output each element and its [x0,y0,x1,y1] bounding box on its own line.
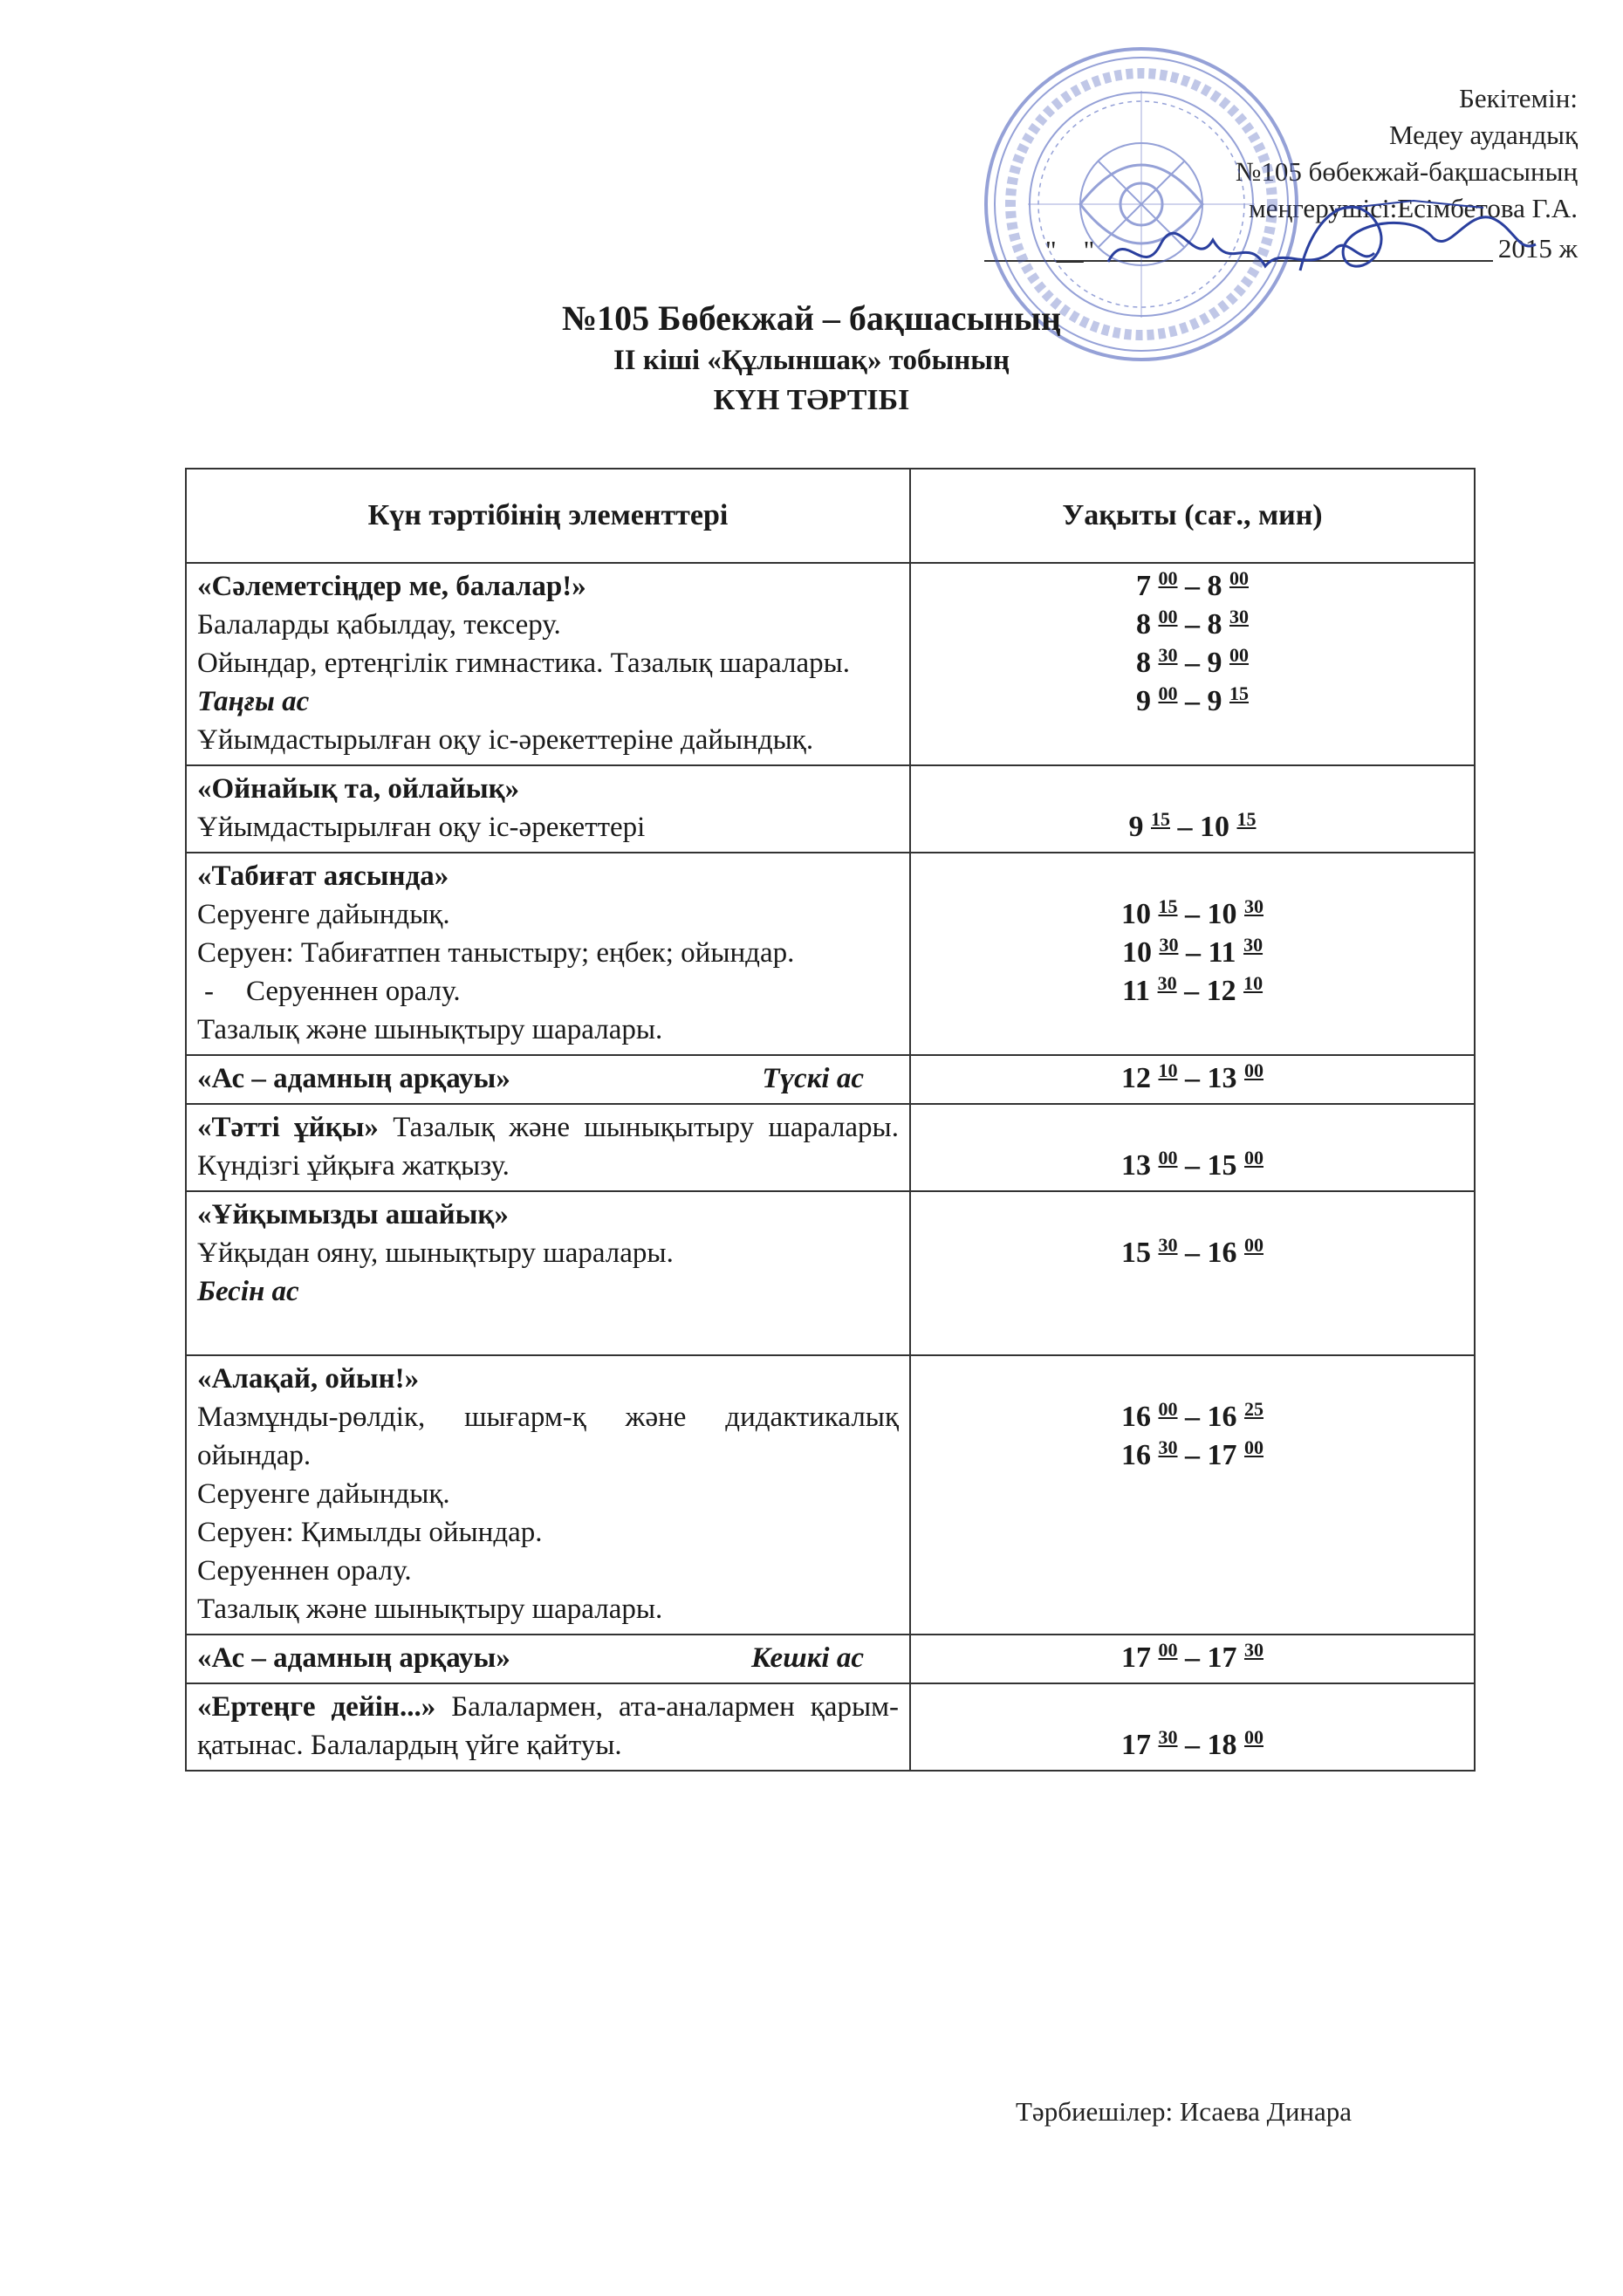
column-header-elements: Күн тәртібінің элементтері [186,469,910,563]
activity-cell [186,1635,910,1683]
column-header-time: Уақыты (сағ., мин) [910,469,1475,563]
activity-cell [186,1191,910,1355]
footer-educators: Тәрбиешілер: Исаева Динара [1016,2096,1352,2127]
activity-text: Ұйқыдан ояну, шынықтыру шаралары. [197,1237,674,1269]
time-end-min: 15 [1229,682,1249,704]
activity-cell [186,1683,910,1771]
activity-line [197,721,899,759]
time-start-min: 30 [1158,1436,1178,1458]
activity-title-line [197,1059,899,1098]
signature-icon [1283,175,1544,297]
time-end-hour: 15 [1207,1149,1237,1182]
time-end-min: 30 [1229,606,1249,627]
time-start-min: 30 [1158,1234,1178,1256]
time-end-hour: 13 [1207,1062,1237,1094]
time-end-hour: 10 [1207,898,1237,930]
time-start-min: 15 [1151,808,1170,830]
activity-title-line [197,770,899,808]
time-start-hour: 12 [1121,1062,1151,1094]
meal-label: Түскі ас [762,1063,864,1094]
activity-line [197,1590,899,1628]
activity-line [197,934,899,972]
activity-line [197,682,899,721]
time-start-hour: 16 [1121,1439,1151,1471]
time-range: 8 $^{00}$ – 8 $^{30}$ [1136,606,1249,641]
time-spacer [918,1360,1467,1398]
activity-title: «Ұйқымызды ашайық» [197,1199,509,1230]
time-end-min: 00 [1244,1059,1263,1081]
table-row [186,1635,1475,1683]
time-spacer [918,1196,1467,1234]
table-row [186,563,1475,765]
time-range: 17 $^{00}$ – 17 $^{30}$ [1121,1639,1263,1674]
approval-year: 2015 ж [1493,230,1578,267]
group-title: ІІ кіші «Құлыншақ» тобының [613,345,1010,376]
time-start-hour: 13 [1121,1149,1151,1182]
activity-line [197,644,899,682]
activity-text: Серуеннен оралу. [197,1555,412,1587]
time-end-hour: 9 [1207,647,1222,679]
time-range: 17 $^{30}$ – 18 $^{00}$ [1121,1726,1263,1761]
time-start-min: 00 [1158,606,1178,627]
activity-line [197,1475,899,1513]
activity-cell [186,1055,910,1104]
activity-cell [186,765,910,853]
time-start-min: 15 [1158,895,1178,917]
time-end-min: 00 [1244,1234,1263,1256]
time-end-min: 00 [1244,1726,1263,1748]
table-row [186,1683,1475,1771]
activity-title: «Ас – адамның арқауы» [197,1642,510,1674]
list-dash: - [204,976,214,1007]
activity-cell [186,1355,910,1635]
table-row [186,1104,1475,1191]
time-spacer [918,770,1467,808]
activity-line [197,895,899,934]
time-cell [910,765,1475,853]
activity-text: Таңғы ас [197,686,310,717]
activity-title: «Алақай, ойын!» [197,1363,420,1395]
title-block [0,297,1623,421]
time-start-hour: 16 [1121,1401,1151,1433]
approval-line-2: Медеу аудандық [1388,120,1578,150]
table-row [186,1055,1475,1104]
activity-line [197,1311,899,1349]
time-end-min: 15 [1236,808,1257,830]
meal-label: Кешкі ас [751,1642,864,1674]
activity-line [197,972,899,1011]
time-start-hour: 9 [1128,811,1144,843]
time-end-hour: 9 [1207,685,1222,717]
time-cell [910,853,1475,1055]
activity-text: Серуенге дайындық. [197,1478,450,1510]
activity-title: «Табиғат аясында» [197,860,449,892]
activity-text: Бесін ас [197,1276,299,1307]
activity-text: Мазмұнды-рөлдік, шығарм-қ және дидактикалық ойындар. [197,1402,899,1471]
time-end-hour: 16 [1207,1237,1237,1269]
activity-title: «Тәтті ұйқы» [197,1112,379,1143]
activity-line [197,1272,899,1311]
time-cell [910,1191,1475,1355]
time-end-hour: 10 [1200,811,1229,843]
time-start-hour: 7 [1136,570,1151,602]
activity-text: Тазалық және шынықтыру шаралары. [197,1014,663,1045]
activity-cell [186,853,910,1055]
activity-title: «Ас – адамның арқауы» [197,1063,510,1094]
approval-line-3: №105 бөбекжай-бақшасының [1235,156,1578,187]
time-cell [910,1683,1475,1771]
time-start-min: 30 [1158,1726,1178,1748]
activity-title-line [197,1108,899,1185]
time-end-min: 25 [1244,1398,1263,1420]
activity-title-line [197,567,899,606]
time-start-min: 00 [1158,1398,1178,1420]
activity-cell [186,563,910,765]
time-range: 9 $^{00}$ – 9 $^{15}$ [1136,682,1249,717]
activity-text: Ұйымдастырылған оқу іс-әрекеттеріне дайындық. [197,724,814,756]
activity-text: Серуен: Қимылды ойындар. [197,1517,543,1548]
activity-line [197,1234,899,1272]
time-start-hour: 10 [1121,898,1151,930]
activity-cell [186,1104,910,1191]
time-end-min: 00 [1229,567,1249,589]
activity-text: Серуеннен оралу. [246,976,461,1007]
time-range: 12 $^{10}$ – 13 $^{00}$ [1121,1059,1263,1094]
schedule-body [186,563,1475,1771]
table-row [186,1355,1475,1635]
activity-title: «Сәлеметсіңдер ме, балалар!» [197,571,586,602]
time-cell [910,1355,1475,1635]
time-end-hour: 12 [1206,975,1236,1007]
time-cell [910,563,1475,765]
time-end-hour: 17 [1207,1439,1237,1471]
table-row [186,853,1475,1055]
activity-title-line [197,1196,899,1234]
time-end-hour: 8 [1207,608,1222,641]
activity-text: Балаларды қабылдау, тексеру. [197,609,561,641]
time-start-hour: 8 [1136,608,1151,641]
activity-text: Серуенге дайындық. [197,899,450,930]
approval-date-quote: "__" [1045,235,1095,265]
time-end-min: 10 [1243,972,1263,994]
approval-line-4: меңгерушісі:Есімбетова Г.А. [1249,193,1578,223]
activity-line [197,606,899,644]
time-range: 15 $^{30}$ – 16 $^{00}$ [1121,1234,1263,1269]
time-spacer [918,1108,1467,1147]
time-range: 16 $^{30}$ – 17 $^{00}$ [1121,1436,1263,1471]
time-start-min: 10 [1158,1059,1178,1081]
time-range: 11 $^{30}$ – 12 $^{10}$ [1121,972,1263,1007]
activity-title-line [197,1639,899,1677]
time-end-hour: 8 [1207,570,1222,602]
activity-text: Тазалық және шынықтыру шаралары. [197,1593,663,1625]
time-spacer [918,857,1467,895]
time-cell [910,1104,1475,1191]
time-end-hour: 18 [1207,1729,1237,1761]
activity-text: Ойындар, ертеңгілік гимнастика. Тазалық шаралары. [197,648,851,679]
time-start-hour: 17 [1121,1641,1151,1674]
time-range: 10 $^{15}$ – 10 $^{30}$ [1121,895,1263,930]
time-start-min: 30 [1159,934,1179,956]
table-row [186,765,1475,853]
activity-line [197,1513,899,1552]
time-end-hour: 16 [1207,1401,1237,1433]
time-cell [910,1635,1475,1683]
time-range: 9 $^{15}$ – 10 $^{15}$ [1128,808,1257,843]
time-start-min: 00 [1158,682,1178,704]
time-start-min: 30 [1158,644,1178,666]
time-range: 16 $^{00}$ – 16 $^{25}$ [1121,1398,1263,1433]
time-start-hour: 8 [1136,647,1151,679]
time-start-min: 00 [1158,1639,1178,1661]
page-title: №105 Бөбекжай – бақшасының [561,298,1062,338]
activity-title-line [197,857,899,895]
activity-text: Ұйымдастырылған оқу іс-әрекеттері [197,812,646,843]
table-row [186,1191,1475,1355]
time-start-min: 00 [1158,567,1178,589]
time-end-min: 00 [1244,1147,1263,1169]
time-end-min: 00 [1244,1436,1263,1458]
time-spacer [918,1688,1467,1726]
activity-title: «Ойнайық та, ойлайық» [197,773,520,805]
activity-title-rest: Тазалық және шынықытыру шаралары. Күндізгі ұйқыға жатқызу. [197,1112,899,1182]
activity-text: Серуен: Табиғатпен таныстыру; еңбек; ойындар. [197,937,795,969]
time-range: 8 $^{30}$ – 9 $^{00}$ [1136,644,1249,679]
time-start-hour: 10 [1121,936,1152,969]
approval-line-1: Бекітемін: [1459,83,1578,113]
table-header-row [186,469,1475,563]
schedule-table [185,468,1476,1772]
time-start-hour: 11 [1121,975,1151,1007]
activity-title-line [197,1688,899,1765]
time-range: 10 $^{30}$ – 11 $^{30}$ [1121,934,1263,969]
time-start-min: 30 [1157,972,1177,994]
time-end-hour: 17 [1207,1641,1237,1674]
time-end-min: 30 [1243,934,1263,956]
activity-line [197,1398,899,1475]
activity-title: «Ертеңге дейін...» [197,1691,436,1723]
time-start-hour: 17 [1121,1729,1151,1761]
time-range: 13 $^{00}$ – 15 $^{00}$ [1121,1147,1263,1182]
time-end-hour: 11 [1208,936,1236,969]
time-end-min: 30 [1244,895,1263,917]
activity-line [197,1011,899,1049]
time-start-min: 00 [1158,1147,1178,1169]
time-start-hour: 15 [1121,1237,1151,1269]
activity-line [197,808,899,846]
time-end-min: 30 [1244,1639,1263,1661]
time-cell [910,1055,1475,1104]
time-end-min: 00 [1229,644,1249,666]
activity-title-rest: Балалармен, ата-аналармен қарым-қатынас. Балалардың үйге қайтуы. [197,1691,899,1761]
activity-title-line [197,1360,899,1398]
activity-line [197,1552,899,1590]
doc-title: КҮН ТӘРТІБІ [713,384,910,416]
time-range: 7 $^{00}$ – 8 $^{00}$ [1136,567,1249,602]
time-start-hour: 9 [1136,685,1151,717]
